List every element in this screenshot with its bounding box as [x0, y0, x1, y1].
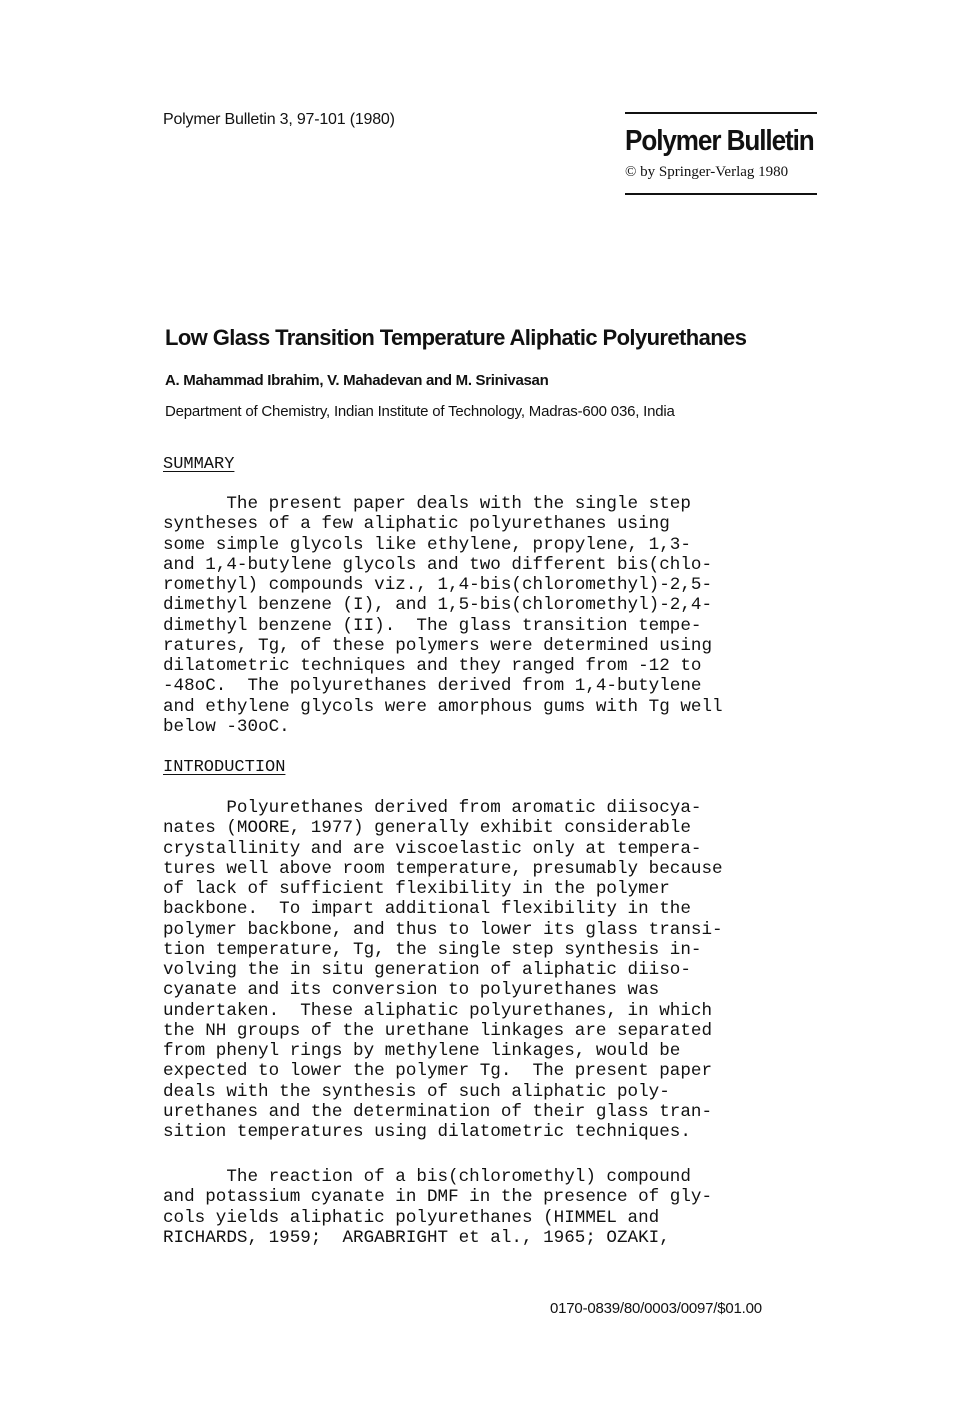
text-line: of lack of sufficient flexibility in the polymer: [163, 879, 670, 899]
masthead-bottom-rule: [625, 193, 817, 195]
text-line: the NH groups of the urethane linkages are separated: [163, 1020, 713, 1041]
text-line: undertaken. These aliphatic polyurethanes, in which: [163, 1000, 713, 1021]
paper-title: Low Glass Transition Temperature Aliphatic Polyurethanes: [165, 325, 747, 350]
text-line: tures well above room temperature, presumably because: [163, 858, 723, 879]
text-line: dimethyl benzene (II). The glass transition tempe-: [163, 615, 702, 636]
text-line: expected to lower the polymer Tg. The present paper: [163, 1061, 713, 1082]
introduction-paragraph-1: [163, 798, 723, 1142]
summary-heading: SUMMARY: [163, 455, 235, 474]
text-line: some simple glycols like ethylene, propylene, 1,3-: [163, 534, 691, 555]
introduction-paragraph-2: [163, 1167, 712, 1248]
text-line: cols yields aliphatic polyurethanes (HIMMEL and: [163, 1207, 660, 1228]
text-line: polymer backbone, and thus to lower its glass transi-: [163, 919, 723, 940]
text-line: and ethylene glycols were amorphous gums with Tg well: [163, 696, 723, 717]
journal-name: Polymer Bulletin: [625, 125, 814, 157]
summary-text: [163, 494, 723, 737]
text-line: romethyl) compounds viz., 1,4-bis(chloromethyl)-2,5-: [163, 575, 713, 595]
text-line: dilatometric techniques and they ranged from -12 to: [163, 656, 702, 676]
text-line: The present paper deals with the single step: [163, 494, 691, 514]
copyright-notice: © by Springer-Verlag 1980: [625, 164, 789, 180]
text-line: dimethyl benzene (I), and 1,5-bis(chloromethyl)-2,4-: [163, 595, 713, 616]
text-line: sition temperatures using dilatometric techniques.: [163, 1122, 691, 1142]
text-line: nates (MOORE, 1977) generally exhibit considerable: [163, 818, 691, 839]
text-line: cyanate and its conversion to polyurethanes was: [163, 980, 660, 1001]
journal-masthead: [625, 112, 817, 195]
text-line: tion temperature, Tg, the single step synthesis in-: [163, 939, 702, 960]
text-line: deals with the synthesis of such aliphatic poly-: [163, 1081, 670, 1102]
author-affiliation: Department of Chemistry, Indian Institute of Technology, Madras-600 036, India: [165, 403, 675, 420]
introduction-heading: INTRODUCTION: [163, 758, 286, 777]
text-line: volving the in situ generation of aliphatic diiso-: [163, 960, 691, 980]
author-list: A. Mahammad Ibrahim, V. Mahadevan and M. Srinivasan: [165, 372, 549, 389]
text-line: and potassium cyanate in DMF in the presence of gly-: [163, 1187, 713, 1208]
text-line: ratures, Tg, of these polymers were determined using: [163, 635, 713, 656]
text-line: RICHARDS, 1959; ARGABRIGHT et al., 1965; OZAKI,: [163, 1227, 670, 1248]
text-line: urethanes and the determination of their glass tran-: [163, 1101, 713, 1122]
text-line: and 1,4-butylene glycols and two different bis(chlo-: [163, 554, 713, 575]
publication-code: 0170-0839/80/0003/0097/$01.00: [550, 1300, 762, 1317]
text-line: below -30oC.: [163, 716, 290, 737]
journal-citation: Polymer Bulletin 3, 97-101 (1980): [163, 111, 395, 128]
text-line: -48oC. The polyurethanes derived from 1,4-butylene: [163, 676, 702, 697]
text-line: syntheses of a few aliphatic polyurethanes using: [163, 514, 670, 535]
masthead-top-rule: [625, 112, 817, 114]
text-line: crystallinity and are viscoelastic only at tempera-: [163, 838, 702, 859]
text-line: The reaction of a bis(chloromethyl) compound: [163, 1167, 691, 1187]
text-line: backbone. To impart additional flexibility in the: [163, 899, 691, 920]
text-line: from phenyl rings by methylene linkages, would be: [163, 1041, 681, 1061]
text-line: Polyurethanes derived from aromatic diisocya-: [163, 798, 702, 818]
